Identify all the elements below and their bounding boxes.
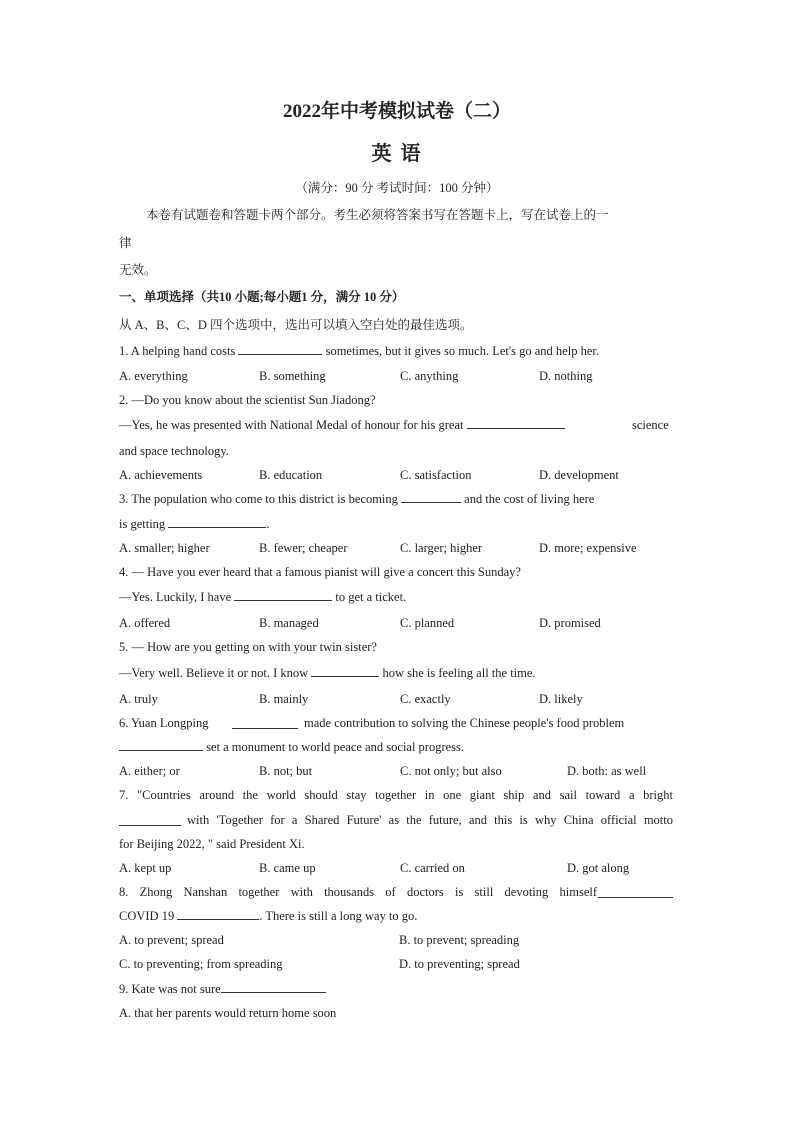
question-2-text-a: —Yes, he was presented with National Medal of honour for his great bbox=[119, 418, 464, 432]
question-9-line bbox=[119, 981, 326, 997]
option-c: C. carried on bbox=[400, 861, 465, 875]
question-1-text-a: 1. A helping hand costs bbox=[119, 344, 236, 358]
question-8-line-2 bbox=[119, 908, 417, 924]
answer-blank bbox=[598, 886, 673, 898]
option-a: A. smaller; higher bbox=[119, 541, 210, 555]
answer-blank bbox=[401, 491, 461, 503]
question-6-text-b: made contribution to solving the Chinese people's food problem bbox=[304, 716, 625, 730]
question-3-text-d: . bbox=[266, 517, 270, 531]
option-b: B. to prevent; spreading bbox=[399, 933, 520, 947]
question-2-text-c: and space technology. bbox=[119, 444, 229, 458]
option-c: C. exactly bbox=[400, 692, 451, 706]
question-6-text-c: set a monument to world peace and social progress. bbox=[206, 740, 465, 754]
question-2-stem: 2. —Do you know about the scientist Sun Jiadong? bbox=[119, 393, 376, 407]
question-8-text-c: . There is still a long way to go. bbox=[259, 909, 418, 923]
answer-blank bbox=[238, 343, 322, 355]
option-b: B. something bbox=[259, 369, 326, 383]
option-b: B. not; but bbox=[259, 764, 313, 778]
question-7-text-a: with 'Together for a Shared Future' as the future, and this is why China official motto bbox=[187, 813, 673, 827]
question-3-line-2 bbox=[119, 516, 269, 532]
exam-info: （满分：90 分 考试时间：100 分钟） bbox=[295, 181, 499, 195]
option-b: B. came up bbox=[259, 861, 316, 875]
answer-blank bbox=[234, 589, 332, 601]
question-3-line-1 bbox=[119, 491, 594, 507]
question-5-line bbox=[119, 665, 536, 681]
option-c: C. not only; but also bbox=[400, 764, 502, 778]
answer-blank bbox=[221, 981, 326, 993]
notice-line-3: 无效。 bbox=[119, 263, 157, 277]
answer-blank bbox=[467, 417, 565, 429]
notice-line-1: 本卷有试题卷和答题卡两个部分。考生必须将答案书写在答题卡上，写在试卷上的一 bbox=[146, 208, 609, 222]
answer-blank bbox=[311, 665, 379, 677]
answer-blank bbox=[119, 739, 203, 751]
answer-blank bbox=[232, 717, 298, 729]
answer-blank bbox=[168, 516, 266, 528]
option-a: A. achievements bbox=[119, 468, 203, 482]
question-4-stem: 4. — Have you ever heard that a famous pianist will give a concert this Sunday? bbox=[119, 565, 521, 579]
section-instruction: 从 A、B、C、D 四个选项中，选出可以填入空白处的最佳选项。 bbox=[119, 318, 473, 332]
option-b: B. managed bbox=[259, 616, 319, 630]
option-b: B. fewer; cheaper bbox=[259, 541, 348, 555]
question-1-text-b: sometimes, but it gives so much. Let's go and help her. bbox=[325, 344, 599, 358]
question-3-text-a: 3. The population who come to this district is becoming bbox=[119, 492, 398, 506]
subject-title: 英 语 bbox=[371, 143, 423, 165]
option-b: B. education bbox=[259, 468, 323, 482]
option-d: D. both: as well bbox=[567, 764, 647, 778]
question-7-text-c: for Beijing 2022, " said President Xi. bbox=[119, 837, 305, 851]
option-a: A. to prevent; spread bbox=[119, 933, 224, 947]
section-heading: 一、单项选择（共10 小题;每小题1 分，满分 10 分） bbox=[119, 290, 405, 304]
option-a: A. kept up bbox=[119, 861, 172, 875]
notice-line-2: 律 bbox=[119, 236, 132, 250]
question-4-line bbox=[119, 589, 406, 605]
question-2-line bbox=[119, 417, 565, 433]
question-6-text-a: 6. Yuan Longping bbox=[119, 716, 209, 730]
question-3-text-c: is getting bbox=[119, 517, 166, 531]
option-d: D. likely bbox=[539, 692, 583, 706]
option-a: A. offered bbox=[119, 616, 171, 630]
option-c: C. larger; higher bbox=[400, 541, 483, 555]
question-8-text-a: 8. Zhong Nanshan together with thousands of doctors is still devoting himself bbox=[119, 885, 597, 899]
option-d: D. development bbox=[539, 468, 619, 482]
option-a: A. that her parents would return home soon bbox=[119, 1006, 337, 1020]
option-c: C. satisfaction bbox=[400, 468, 472, 482]
option-b: B. mainly bbox=[259, 692, 309, 706]
question-4-text-a: —Yes. Luckily, I have bbox=[119, 590, 232, 604]
question-5-text-b: how she is feeling all the time. bbox=[382, 666, 536, 680]
option-c: C. to preventing; from spreading bbox=[119, 957, 283, 971]
answer-blank bbox=[177, 908, 259, 920]
option-d: D. to preventing; spread bbox=[399, 957, 520, 971]
option-d: D. more; expensive bbox=[539, 541, 637, 555]
option-c: C. anything bbox=[400, 369, 459, 383]
option-a: A. everything bbox=[119, 369, 188, 383]
question-8-text-b: COVID 19 bbox=[119, 909, 175, 923]
option-d: D. nothing bbox=[539, 369, 593, 383]
question-5-text-a: —Very well. Believe it or not. I know bbox=[119, 666, 309, 680]
question-7-line-1: 7. "Countries around the world should stay together in one giant ship and sail toward a bright bbox=[119, 788, 673, 802]
option-d: D. got along bbox=[567, 861, 630, 875]
option-a: A. either; or bbox=[119, 764, 180, 778]
answer-blank bbox=[119, 814, 181, 826]
exam-title: 2022年中考模拟试卷（二） bbox=[282, 101, 511, 122]
question-4-text-b: to get a ticket. bbox=[335, 590, 407, 604]
question-1 bbox=[119, 343, 599, 359]
question-6-line-2 bbox=[119, 739, 464, 755]
question-3-text-b: and the cost of living here bbox=[464, 492, 595, 506]
question-2-text-b: science bbox=[632, 418, 669, 432]
question-5-stem: 5. — How are you getting on with your twin sister? bbox=[119, 640, 377, 654]
option-a: A. truly bbox=[119, 692, 158, 706]
question-9-text-a: 9. Kate was not sure bbox=[119, 982, 221, 996]
option-c: C. planned bbox=[400, 616, 455, 630]
option-d: D. promised bbox=[539, 616, 601, 630]
